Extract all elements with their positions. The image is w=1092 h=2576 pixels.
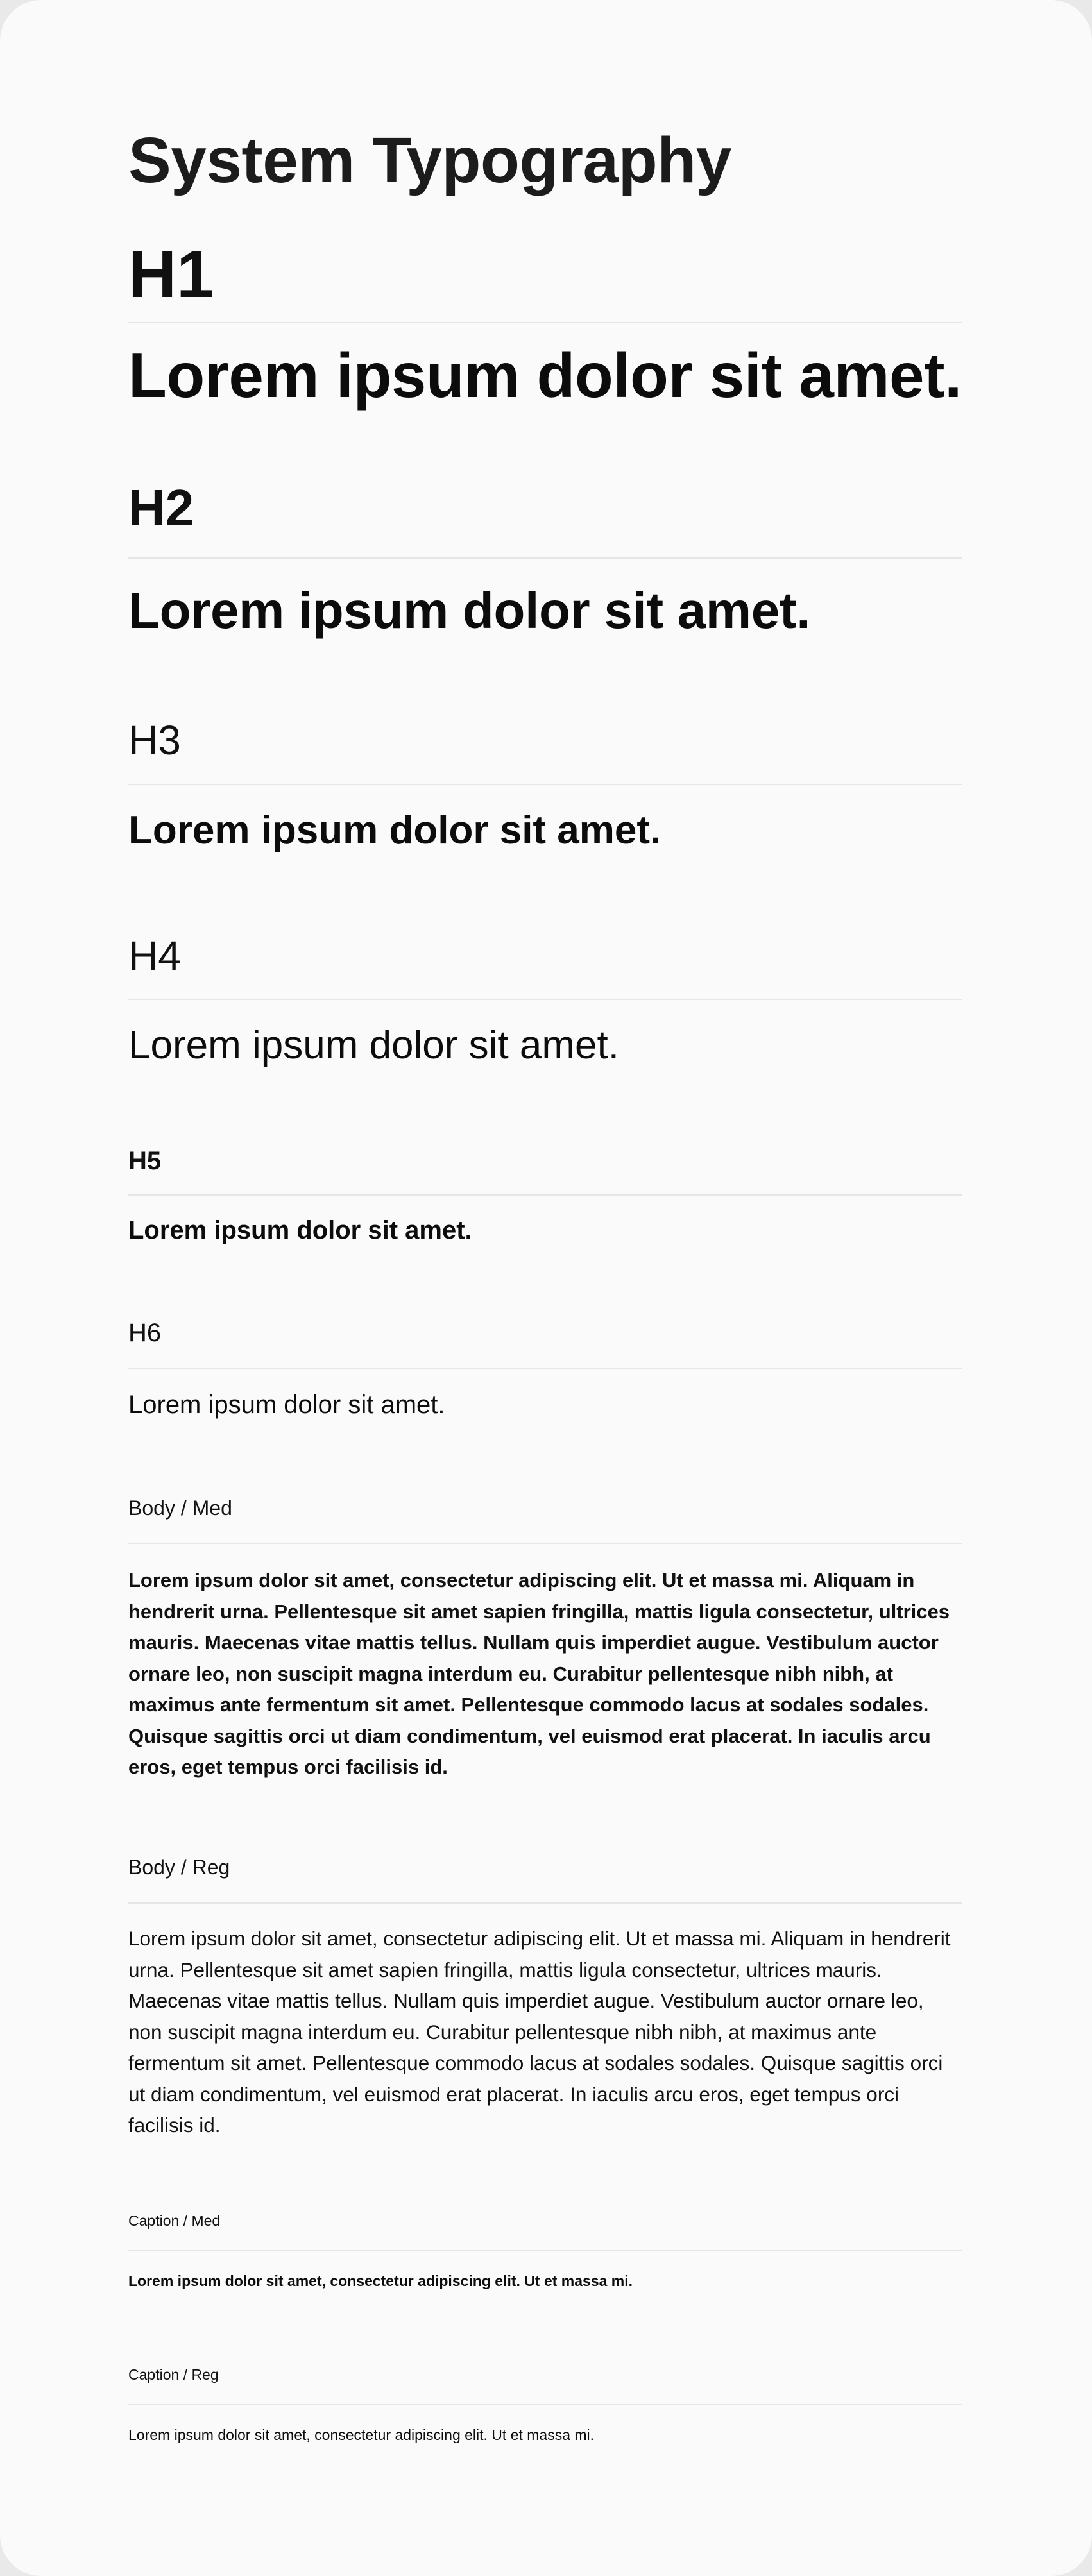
style-label-h6: H6: [128, 1319, 162, 1347]
style-sample-caption-med: Lorem ipsum dolor sit amet, consectetur adipiscing elit. Ut et massa mi.: [128, 2273, 633, 2289]
divider-h3: [128, 784, 962, 785]
style-label-h2: H2: [128, 479, 194, 536]
divider-body-med: [128, 1543, 962, 1544]
style-label-caption-med: Caption / Med: [128, 2212, 221, 2229]
divider-caption-med: [128, 2250, 962, 2251]
page-title: System Typography: [128, 124, 731, 196]
style-sample-h4: Lorem ipsum dolor sit amet.: [128, 1023, 619, 1067]
style-label-h5: H5: [128, 1147, 162, 1175]
style-sample-h6: Lorem ipsum dolor sit amet.: [128, 1391, 445, 1419]
style-label-caption-reg: Caption / Reg: [128, 2366, 219, 2383]
divider-h4: [128, 999, 962, 1000]
style-label-h3: H3: [128, 717, 181, 763]
divider-h2: [128, 557, 962, 559]
style-sample-caption-reg: Lorem ipsum dolor sit amet, consectetur adipiscing elit. Ut et massa mi.: [128, 2427, 595, 2443]
style-label-body-reg: Body / Reg: [128, 1856, 230, 1879]
style-sample-body-reg: Lorem ipsum dolor sit amet, consectetur adipiscing elit. Ut et massa mi. Aliquam in hendrerit urna. Pellentesque sit amet sapien fringilla, mattis ligula consectetur, ultrices mauris. Maecenas vitae mattis tellus. Nullam quis imperdiet augue. Vestibulum auctor ornare leo, non suscipit magna interdum eu. Curabitur pellentesque nibh nibh, at maximus ante fermentum sit amet. Pellentesque commodo lacus at sodales sodales. Quisque sagittis orci ut diam condimentum, vel euismod erat placerat. In iaculis arcu eros, eget tempus orci facilisis id.: [128, 1927, 951, 2137]
style-label-body-med: Body / Med: [128, 1496, 232, 1520]
style-sample-h5: Lorem ipsum dolor sit amet.: [128, 1216, 472, 1244]
style-sample-body-med: Lorem ipsum dolor sit amet, consectetur adipiscing elit. Ut et massa mi. Aliquam in hendrerit urna. Pellentesque sit amet sapien fringilla, mattis ligula consectetur, ultrices mauris. Maecenas vitae mattis tellus. Nullam quis imperdiet augue. Vestibulum auctor ornare leo, non suscipit magna interdum eu. Curabitur pellentesque nibh nibh, at maximus ante fermentum sit amet. Pellentesque commodo lacus at sodales sodales. Quisque sagittis orci ut diam condimentum, vel euismod erat placerat. In iaculis arcu eros, eget tempus orci facilisis id.: [128, 1569, 950, 1778]
style-sample-h1: Lorem ipsum dolor sit amet.: [128, 340, 962, 411]
divider-h1: [128, 322, 962, 323]
style-label-h4: H4: [128, 933, 181, 979]
divider-caption-reg: [128, 2404, 962, 2405]
divider-h6: [128, 1368, 962, 1369]
divider-body-reg: [128, 1902, 962, 1904]
style-sample-h3: Lorem ipsum dolor sit amet.: [128, 808, 661, 852]
style-sample-h2: Lorem ipsum dolor sit amet.: [128, 582, 811, 639]
divider-h5: [128, 1194, 962, 1196]
style-label-h1: H1: [128, 237, 214, 312]
